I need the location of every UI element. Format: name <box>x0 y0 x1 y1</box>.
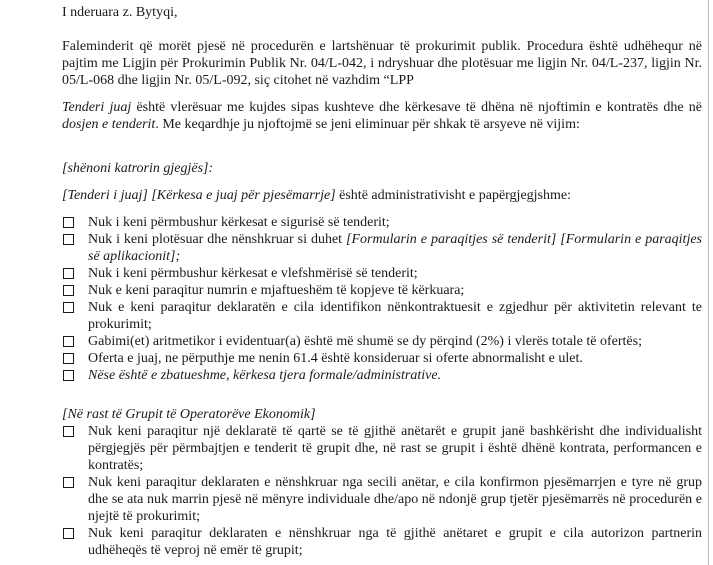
checkbox[interactable] <box>63 477 74 488</box>
list-item: Nuk keni paraqitur deklaraten e nënshkruar nga secili anëtar, e cila konfirmon pjesëmarrjen e tyre në grup dhe se ata nuk marrin pjesë në mënyre individuale dhe/apo në ndonjë grup tjetër pjesëmarrës në procedurën e njejtë të prokurimit; <box>62 474 702 525</box>
group-reasons-list <box>62 423 702 559</box>
list-item: Nuk i keni plotësuar dhe nënshkruar si duhet [Formularin e paraqitjes së tenderit] [Formularin e paraqitjes së aplikacionit]; <box>62 231 702 265</box>
evaluation-paragraph <box>62 99 702 133</box>
list-item: Nuk keni paraqitur një deklaratë të qartë se të gjithë anëtarët e grupit janë bashkërisht dhe individualisht përgjegjës për përmbajtjen e tenderit të grupit dhe, në rast se grupit i është dhënë kontrata, performancen e kontratës; <box>62 423 702 474</box>
admin-heading <box>62 187 702 204</box>
checkbox[interactable] <box>63 353 74 364</box>
dossier-term: dosjen e tenderit <box>62 117 156 132</box>
list-item: Gabimi(et) aritmetikor i evidentuar(a) është më shumë se dy përqind (2%) i vlerës totale të ofertës; <box>62 333 702 350</box>
evaluation-text-2: . Me keqardhje ju njoftojmë se jeni eliminuar për shkak të arsyeve në vijim: <box>155 117 580 132</box>
admin-reasons-list <box>62 214 702 384</box>
checkbox[interactable] <box>63 426 74 437</box>
checkbox[interactable] <box>63 268 74 279</box>
list-item: Oferta e juaj, ne përputhje me nenin 61.4 është konsideruar si oferte abnormalisht e ulet. <box>62 350 702 367</box>
admin-heading-text: është administrativisht e papërgjegjshme: <box>335 188 571 203</box>
checkbox[interactable] <box>63 336 74 347</box>
intro-paragraph: Faleminderit që morët pjesë në procedurën e lartshënuar të prokurimit publik. Procedura është udhëhequr në pajtim me Ligjin për Prokurimin Publik Nr. 04/L-042, i ndryshuar dhe plotësuar me ligjin Nr. 04/L-237, ligjin Nr. 05/L-068 dhe ligjin Nr. 05/L-092, siç citohet në vazhdim “LPP <box>62 39 702 88</box>
evaluation-text-1: është vlerësuar me kujdes sipas kushteve dhe kërkesave të dhëna në njoftimin e kontratës dhe në <box>131 100 702 115</box>
list-item: Nuk e keni paraqitur deklaratën e cila identifikon nënkontraktuesit e zgjedhur për aktivitetin relevant te prokurimit; <box>62 299 702 333</box>
salutation: I nderuara z. Bytyqi, <box>62 5 178 20</box>
checkbox[interactable] <box>63 217 74 228</box>
list-item: Nuk i keni përmbushur kërkesat e vlefshmërisë së tenderit; <box>62 265 702 282</box>
list-item: Nëse është e zbatueshme, kërkesa tjera formale/administrative. <box>62 367 702 384</box>
page-edge-line <box>708 0 709 565</box>
tender-term: Tenderi juaj <box>62 100 132 115</box>
category-instruction: [shënoni katrorin gjegjës]: <box>62 161 214 176</box>
group-heading: [Në rast të Grupit të Operatorëve Ekonomik] <box>62 407 316 422</box>
list-item: Nuk keni paraqitur deklaraten e nënshkruar nga të gjithë anëtaret e grupit e cila autorizon partnerin udhëheqës të veproj në emër të grupit; <box>62 525 702 559</box>
checkbox[interactable] <box>63 370 74 381</box>
checkbox[interactable] <box>63 285 74 296</box>
checkbox[interactable] <box>63 302 74 313</box>
checkbox[interactable] <box>63 234 74 245</box>
admin-heading-bracket: [Tenderi i juaj] [Kërkesa e juaj për pjesëmarrje] <box>62 188 336 203</box>
list-item: Nuk i keni përmbushur kërkesat e sigurisë së tenderit; <box>62 214 702 231</box>
checkbox[interactable] <box>63 528 74 539</box>
list-item: Nuk e keni paraqitur numrin e mjaftueshëm të kopjeve të kërkuara; <box>62 282 702 299</box>
